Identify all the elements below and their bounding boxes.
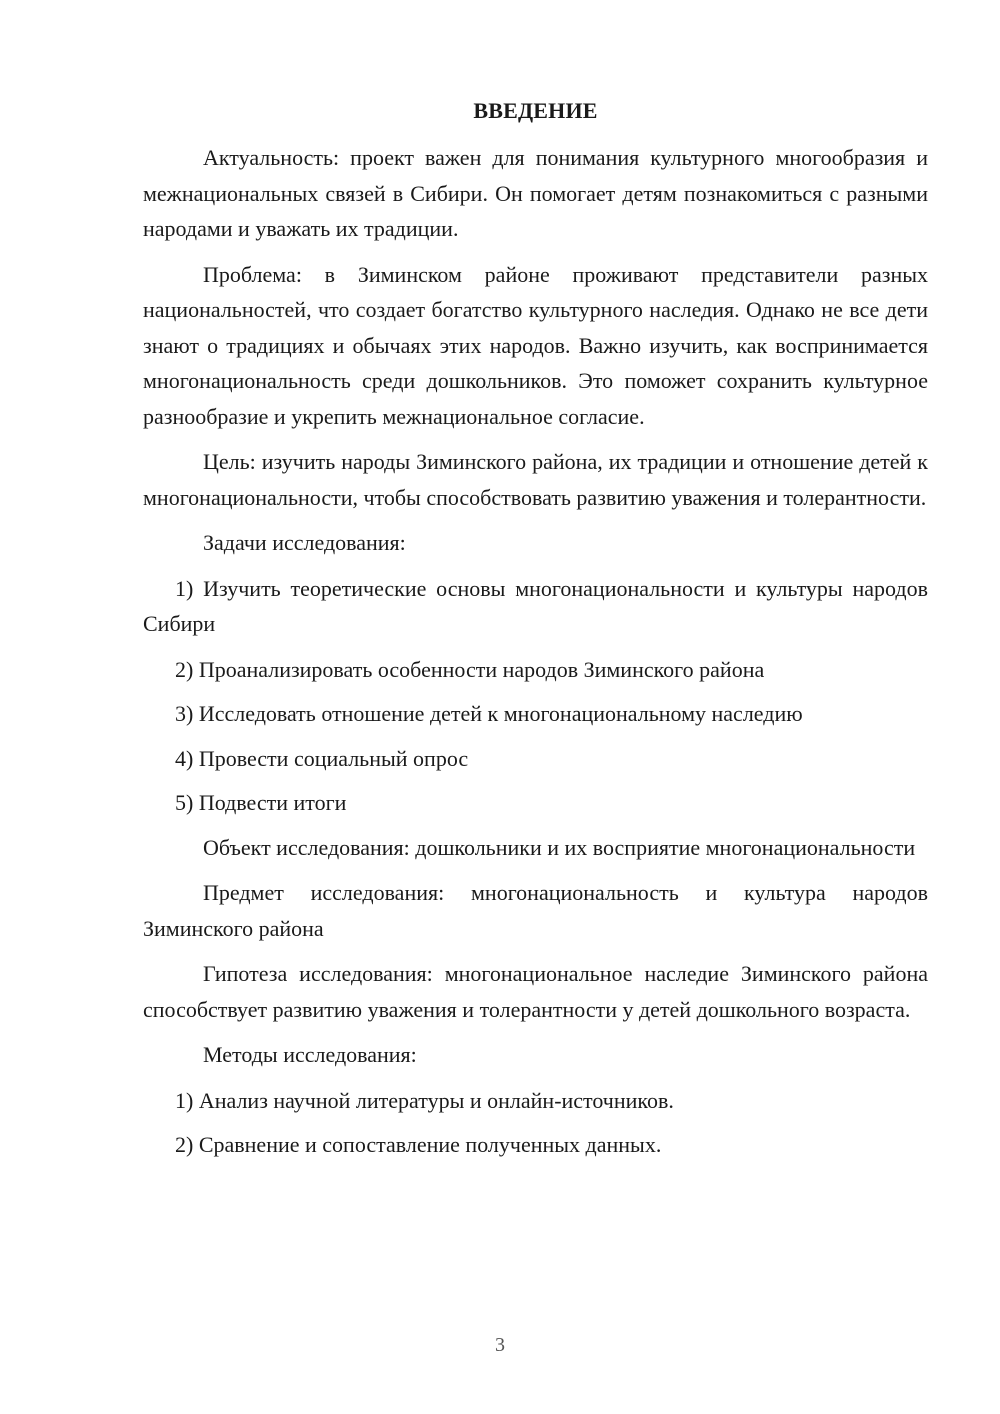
task-item-5: 5) Подвести итоги xyxy=(175,790,347,815)
method-item-2: 2) Сравнение и сопоставление полученных данных. xyxy=(175,1132,662,1157)
relevance-paragraph: Актуальность: проект важен для понимания культурного многообразия и межнациональных связей в Сибири. Он помогает детям познакомиться с разными народами и уважать их традиции. xyxy=(143,145,928,241)
page-title: ВВЕДЕНИЕ xyxy=(473,98,598,123)
page-number: 3 xyxy=(495,1334,505,1356)
goal-paragraph: Цель: изучить народы Зиминского района, их традиции и отношение детей к многонациональности, чтобы способствовать развитию уважения и толерантности. xyxy=(143,449,928,510)
task-item-1: 1) Изучить теоретические основы многонациональности и культуры народов Сибири xyxy=(143,575,928,636)
methods-heading: Методы исследования: xyxy=(203,1042,417,1067)
page-content xyxy=(143,96,928,1172)
problem-paragraph: Проблема: в Зиминском районе проживают представители разных национальностей, что создает богатство культурного наследия. Однако не все дети знают о традициях и обычаях этих народов. Важно изучить, как воспринимается многонациональность среди дошкольников. Это поможет сохранить культурное разнообразие и укрепить межнациональное согласие. xyxy=(143,261,928,429)
method-item-1: 1) Анализ научной литературы и онлайн-источников. xyxy=(175,1087,674,1113)
hypothesis-paragraph: Гипотеза исследования: многонациональное наследие Зиминского района способствует развитию уважения и толерантности у детей дошкольного возраста. xyxy=(143,961,928,1022)
task-item-4: 4) Провести социальный опрос xyxy=(175,745,469,771)
task-item-2: 2) Проанализировать особенности народов Зиминского района xyxy=(175,656,765,682)
subject-paragraph: Предмет исследования: многонациональность и культура народов Зиминского района xyxy=(143,880,928,941)
object-paragraph: Объект исследования: дошкольники и их восприятие многонациональности xyxy=(203,834,916,860)
tasks-heading: Задачи исследования: xyxy=(203,530,406,555)
task-item-3: 3) Исследовать отношение детей к многонациональному наследию xyxy=(175,701,803,726)
